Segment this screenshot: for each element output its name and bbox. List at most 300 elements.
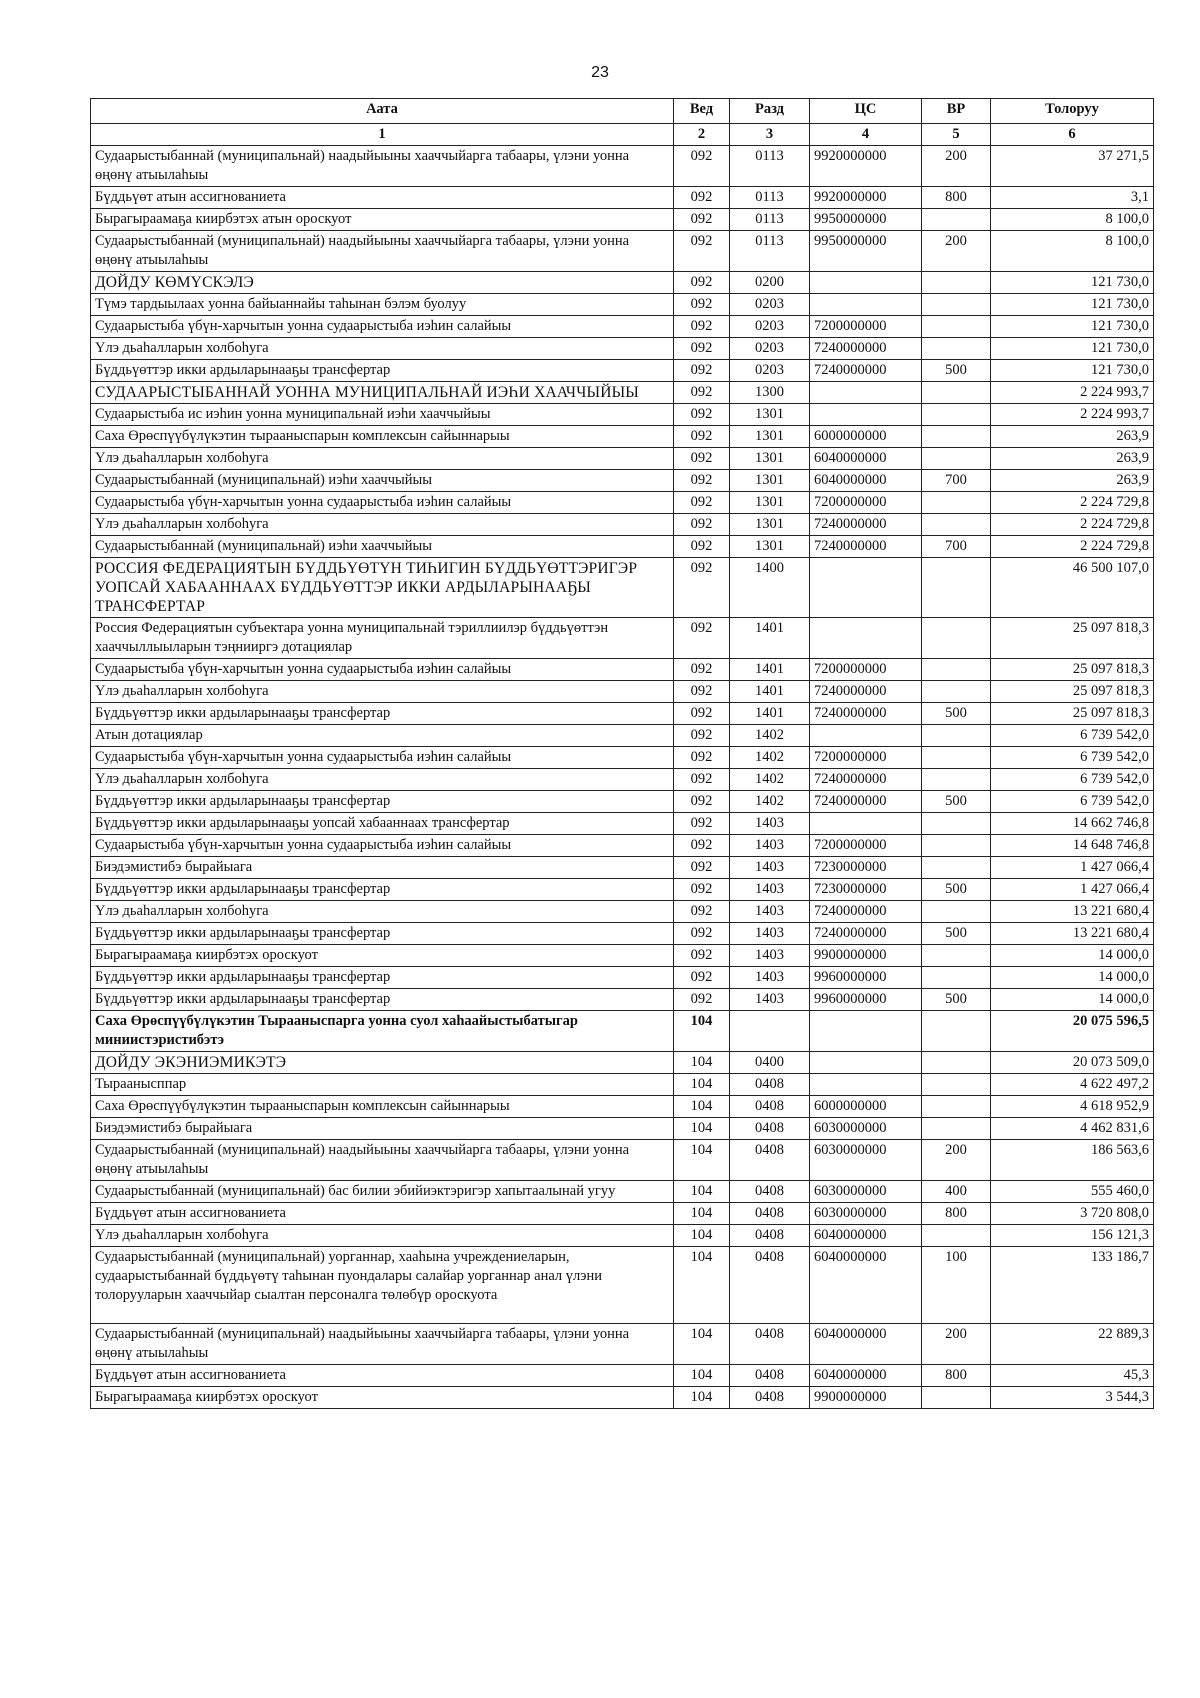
table-row	[91, 989, 1154, 1011]
row-cs: 6030000000	[810, 1140, 922, 1181]
header-sum: Толоруу	[991, 99, 1154, 124]
header-row	[91, 99, 1154, 124]
row-vr	[922, 404, 991, 426]
row-vr: 200	[922, 231, 991, 272]
table-row	[91, 879, 1154, 901]
row-name: Бырагыраамаҕа киирбэтэх ороскуот	[91, 1387, 674, 1409]
row-ved: 092	[674, 857, 730, 879]
row-name: Бырагыраамаҕа киирбэтэх ороскуот	[91, 945, 674, 967]
row-sum: 133 186,7	[991, 1247, 1154, 1324]
row-name: Судаарыстыба ис иэһин уонна муниципальнай иэһи хааччыйыы	[91, 404, 674, 426]
row-sum: 20 073 509,0	[991, 1052, 1154, 1074]
row-cs	[810, 404, 922, 426]
row-sum: 555 460,0	[991, 1181, 1154, 1203]
row-vr: 800	[922, 187, 991, 209]
table-row	[91, 1203, 1154, 1225]
table-row	[91, 1225, 1154, 1247]
row-ved: 092	[674, 382, 730, 404]
table-row	[91, 769, 1154, 791]
row-sum: 25 097 818,3	[991, 618, 1154, 659]
row-sum: 14 000,0	[991, 967, 1154, 989]
row-ved: 092	[674, 681, 730, 703]
row-razd: 1403	[730, 835, 810, 857]
row-sum: 6 739 542,0	[991, 747, 1154, 769]
row-ved: 092	[674, 187, 730, 209]
row-vr	[922, 747, 991, 769]
table-row	[91, 492, 1154, 514]
row-vr	[922, 813, 991, 835]
row-vr: 500	[922, 923, 991, 945]
row-vr	[922, 514, 991, 536]
table-row	[91, 470, 1154, 492]
row-razd: 1301	[730, 470, 810, 492]
row-vr	[922, 338, 991, 360]
row-sum: 263,9	[991, 470, 1154, 492]
table-row	[91, 857, 1154, 879]
table-row	[91, 1052, 1154, 1074]
row-cs: 7200000000	[810, 316, 922, 338]
column-number: 6	[991, 124, 1154, 146]
row-razd: 1301	[730, 448, 810, 470]
row-razd: 0408	[730, 1387, 810, 1409]
row-name: Бүддьүөттэр икки ардыларынааҕы трансфертар	[91, 791, 674, 813]
row-cs: 6030000000	[810, 1118, 922, 1140]
row-name: Россия Федерациятын субъектара уонна муниципальнай тэриллиилэр бүддьүөттэн хааччыллыыларын тэңнииргэ дотациялар	[91, 618, 674, 659]
row-sum: 186 563,6	[991, 1140, 1154, 1181]
row-ved: 092	[674, 879, 730, 901]
row-vr	[922, 857, 991, 879]
row-cs: 7240000000	[810, 681, 922, 703]
row-sum: 6 739 542,0	[991, 725, 1154, 747]
row-ved: 104	[674, 1181, 730, 1203]
row-ved: 092	[674, 791, 730, 813]
row-sum: 3,1	[991, 187, 1154, 209]
row-vr	[922, 725, 991, 747]
column-number: 2	[674, 124, 730, 146]
table-row	[91, 514, 1154, 536]
row-name: Судаарыстыба үбүн-харчытын уонна судаарыстыба иэһин салайыы	[91, 659, 674, 681]
row-cs: 6030000000	[810, 1203, 922, 1225]
row-ved: 092	[674, 146, 730, 187]
row-name: Судаарыстыбаннай (муниципальнай) наадыйыыны хааччыйарга табаары, үлэни уонна өңөнү атыылаһыы	[91, 1140, 674, 1181]
row-ved: 092	[674, 747, 730, 769]
row-cs: 7240000000	[810, 360, 922, 382]
row-vr: 400	[922, 1181, 991, 1203]
row-name: Түмэ тардыылаах уонна байыаннайы таһынан бэлэм буолуу	[91, 294, 674, 316]
row-ved: 104	[674, 1324, 730, 1365]
table-row	[91, 923, 1154, 945]
row-sum: 121 730,0	[991, 338, 1154, 360]
table-row	[91, 316, 1154, 338]
row-vr	[922, 835, 991, 857]
row-razd: 0203	[730, 338, 810, 360]
row-sum: 46 500 107,0	[991, 558, 1154, 618]
header-vr: ВР	[922, 99, 991, 124]
table-row	[91, 659, 1154, 681]
row-ved: 092	[674, 769, 730, 791]
row-ved: 104	[674, 1074, 730, 1096]
row-razd: 0113	[730, 187, 810, 209]
row-name: Судаарыстыба үбүн-харчытын уонна судаарыстыба иэһин салайыы	[91, 835, 674, 857]
row-razd: 1403	[730, 923, 810, 945]
row-sum: 13 221 680,4	[991, 923, 1154, 945]
row-name: Судаарыстыбаннай (муниципальнай) иэһи хааччыйыы	[91, 536, 674, 558]
row-name: Саха Өрөспүүбүлүкэтин тырааныспарын комплексын сайыннарыы	[91, 426, 674, 448]
row-name: Тыраанысппар	[91, 1074, 674, 1096]
table-body	[91, 146, 1154, 1409]
table-row	[91, 1181, 1154, 1203]
table-row	[91, 426, 1154, 448]
table-row	[91, 1247, 1154, 1324]
row-cs	[810, 294, 922, 316]
header-cs: ЦС	[810, 99, 922, 124]
row-cs: 7240000000	[810, 703, 922, 725]
row-ved: 092	[674, 448, 730, 470]
row-razd: 1402	[730, 725, 810, 747]
row-ved: 092	[674, 514, 730, 536]
row-name: ДОЙДУ ЭКЭНИЭМИКЭТЭ	[91, 1052, 674, 1074]
column-number: 3	[730, 124, 810, 146]
row-sum: 14 648 746,8	[991, 835, 1154, 857]
row-cs: 9920000000	[810, 187, 922, 209]
row-ved: 092	[674, 901, 730, 923]
row-razd: 0408	[730, 1324, 810, 1365]
row-sum: 4 462 831,6	[991, 1118, 1154, 1140]
row-sum: 2 224 729,8	[991, 514, 1154, 536]
row-cs: 7240000000	[810, 901, 922, 923]
row-sum: 4 622 497,2	[991, 1074, 1154, 1096]
row-name: Биэдэмистибэ бырайыага	[91, 857, 674, 879]
row-cs: 9960000000	[810, 989, 922, 1011]
row-razd: 0203	[730, 294, 810, 316]
table-row	[91, 187, 1154, 209]
row-vr: 200	[922, 1140, 991, 1181]
row-razd: 0408	[730, 1203, 810, 1225]
row-cs: 6040000000	[810, 470, 922, 492]
table-row	[91, 1387, 1154, 1409]
table-row	[91, 967, 1154, 989]
table-row	[91, 681, 1154, 703]
row-ved: 092	[674, 536, 730, 558]
row-name: Судаарыстыбаннай (муниципальнай) наадыйыыны хааччыйарга табаары, үлэни уонна өңөнү атыылаһыы	[91, 231, 674, 272]
row-name: СУДААРЫСТЫБАННАЙ УОННА МУНИЦИПАЛЬНАЙ ИЭҺИ ХААЧЧЫЙЫЫ	[91, 382, 674, 404]
row-sum: 121 730,0	[991, 316, 1154, 338]
row-razd: 1401	[730, 618, 810, 659]
row-vr	[922, 967, 991, 989]
table-row	[91, 272, 1154, 294]
row-cs	[810, 1074, 922, 1096]
row-vr	[922, 1096, 991, 1118]
row-cs	[810, 382, 922, 404]
row-cs: 7240000000	[810, 791, 922, 813]
row-name: Судаарыстыбаннай (муниципальнай) бас билии эбийиэктэригэр хапытаалынай угуу	[91, 1181, 674, 1203]
row-cs: 7230000000	[810, 879, 922, 901]
row-sum: 8 100,0	[991, 231, 1154, 272]
row-cs: 7240000000	[810, 536, 922, 558]
row-ved: 092	[674, 835, 730, 857]
row-vr	[922, 492, 991, 514]
row-sum: 263,9	[991, 426, 1154, 448]
row-sum: 4 618 952,9	[991, 1096, 1154, 1118]
row-sum: 14 000,0	[991, 989, 1154, 1011]
row-vr: 700	[922, 470, 991, 492]
table-row	[91, 360, 1154, 382]
column-number: 4	[810, 124, 922, 146]
row-vr	[922, 901, 991, 923]
row-vr	[922, 1074, 991, 1096]
table-row	[91, 404, 1154, 426]
row-ved: 092	[674, 558, 730, 618]
row-name: Саха Өрөспүүбүлүкэтин Тырааныспарга уонна суол хаһаайыстыбатыгар миниистэристибэтэ	[91, 1011, 674, 1052]
row-name: ДОЙДУ КӨМҮСКЭЛЭ	[91, 272, 674, 294]
row-sum: 37 271,5	[991, 146, 1154, 187]
table-row	[91, 1140, 1154, 1181]
table-row	[91, 945, 1154, 967]
row-ved: 104	[674, 1203, 730, 1225]
row-cs	[810, 1052, 922, 1074]
row-cs: 9900000000	[810, 1387, 922, 1409]
row-vr	[922, 769, 991, 791]
row-name: Судаарыстыба үбүн-харчытын уонна судаарыстыба иэһин салайыы	[91, 316, 674, 338]
row-name: Бүддьүөттэр икки ардыларынааҕы трансфертар	[91, 879, 674, 901]
table-row	[91, 901, 1154, 923]
row-name: Судаарыстыбаннай (муниципальнай) наадыйыыны хааччыйарга табаары, үлэни уонна өңөнү атыылаһыы	[91, 1324, 674, 1365]
table-row	[91, 703, 1154, 725]
row-cs: 6000000000	[810, 426, 922, 448]
row-name: Үлэ дьаһалларын холбоһуга	[91, 514, 674, 536]
column-number-row	[91, 124, 1154, 146]
row-vr	[922, 209, 991, 231]
row-razd: 1403	[730, 901, 810, 923]
row-razd: 1401	[730, 681, 810, 703]
row-name: Үлэ дьаһалларын холбоһуга	[91, 338, 674, 360]
row-razd: 1300	[730, 382, 810, 404]
row-name: Бүддьүөттэр икки ардыларынааҕы трансфертар	[91, 360, 674, 382]
row-ved: 092	[674, 426, 730, 448]
row-sum: 3 720 808,0	[991, 1203, 1154, 1225]
table-row	[91, 725, 1154, 747]
row-vr	[922, 659, 991, 681]
row-name: Судаарыстыба үбүн-харчытын уонна судаарыстыба иэһин салайыы	[91, 492, 674, 514]
row-vr: 700	[922, 536, 991, 558]
row-sum: 2 224 993,7	[991, 404, 1154, 426]
row-cs: 9950000000	[810, 209, 922, 231]
row-cs: 6040000000	[810, 1365, 922, 1387]
table-row	[91, 382, 1154, 404]
row-cs	[810, 558, 922, 618]
row-razd: 1301	[730, 426, 810, 448]
row-ved: 092	[674, 703, 730, 725]
row-razd: 1401	[730, 703, 810, 725]
row-ved: 092	[674, 470, 730, 492]
row-razd: 1403	[730, 967, 810, 989]
column-number: 1	[91, 124, 674, 146]
row-ved: 092	[674, 209, 730, 231]
row-razd: 0113	[730, 146, 810, 187]
row-vr	[922, 382, 991, 404]
table-row	[91, 231, 1154, 272]
row-ved: 092	[674, 294, 730, 316]
row-sum: 121 730,0	[991, 294, 1154, 316]
row-ved: 092	[674, 360, 730, 382]
row-razd: 1401	[730, 659, 810, 681]
row-sum: 22 889,3	[991, 1324, 1154, 1365]
row-razd	[730, 1011, 810, 1052]
row-name: Үлэ дьаһалларын холбоһуга	[91, 681, 674, 703]
row-vr	[922, 618, 991, 659]
row-vr: 500	[922, 879, 991, 901]
row-razd: 0400	[730, 1052, 810, 1074]
row-vr: 500	[922, 989, 991, 1011]
row-razd: 0408	[730, 1096, 810, 1118]
header-razd: Разд	[730, 99, 810, 124]
row-name: Биэдэмистибэ бырайыага	[91, 1118, 674, 1140]
row-cs: 9950000000	[810, 231, 922, 272]
row-ved: 104	[674, 1096, 730, 1118]
row-name: Бүддьүөт атын ассигнованиета	[91, 1365, 674, 1387]
row-name: Бүддьүөт атын ассигнованиета	[91, 1203, 674, 1225]
row-ved: 092	[674, 725, 730, 747]
row-vr	[922, 558, 991, 618]
table-row	[91, 209, 1154, 231]
row-vr: 500	[922, 360, 991, 382]
row-cs: 6000000000	[810, 1096, 922, 1118]
row-ved: 104	[674, 1365, 730, 1387]
row-razd: 1402	[730, 791, 810, 813]
row-razd: 1403	[730, 989, 810, 1011]
table-row	[91, 448, 1154, 470]
row-name: Бүддьүөттэр икки ардыларынааҕы уопсай хабааннаах трансфертар	[91, 813, 674, 835]
row-cs: 7200000000	[810, 835, 922, 857]
row-cs: 7200000000	[810, 659, 922, 681]
row-vr: 200	[922, 146, 991, 187]
row-razd: 0408	[730, 1181, 810, 1203]
row-ved: 092	[674, 272, 730, 294]
row-cs	[810, 813, 922, 835]
row-ved: 092	[674, 989, 730, 1011]
table-row	[91, 1324, 1154, 1365]
row-cs: 6040000000	[810, 1324, 922, 1365]
row-cs: 7200000000	[810, 492, 922, 514]
row-ved: 104	[674, 1387, 730, 1409]
table-row	[91, 791, 1154, 813]
row-name: РОССИЯ ФЕДЕРАЦИЯТЫН БҮДДЬҮӨТҮН ТИҺИГИН БҮДДЬҮӨТТЭРИГЭР УОПСАЙ ХАБААННААХ БҮДДЬҮӨТТЭР ИККИ АРДЫЛАРЫНААҔЫ ТРАНСФЕРТАР	[91, 558, 674, 618]
row-name: Судаарыстыбаннай (муниципальнай) уорганнар, хааһына учреждениеларын, судаарыстыбаннай бүддьүөтү таһынан пуондалары салайар уорганнар анал үлэни толорууларын хааччыйар сыалтан персоналга төлөбүр ороскуота	[91, 1247, 674, 1324]
row-razd: 1403	[730, 879, 810, 901]
row-vr	[922, 1118, 991, 1140]
row-sum: 25 097 818,3	[991, 703, 1154, 725]
row-sum: 13 221 680,4	[991, 901, 1154, 923]
row-ved: 092	[674, 945, 730, 967]
table-row	[91, 835, 1154, 857]
row-name: Судаарыстыба үбүн-харчытын уонна судаарыстыба иэһин салайыы	[91, 747, 674, 769]
row-razd: 0408	[730, 1247, 810, 1324]
row-sum: 263,9	[991, 448, 1154, 470]
row-cs	[810, 272, 922, 294]
row-sum: 2 224 729,8	[991, 492, 1154, 514]
row-ved: 092	[674, 659, 730, 681]
row-cs: 7230000000	[810, 857, 922, 879]
row-vr	[922, 426, 991, 448]
row-ved: 104	[674, 1225, 730, 1247]
table-row	[91, 1074, 1154, 1096]
row-sum: 20 075 596,5	[991, 1011, 1154, 1052]
row-razd: 0408	[730, 1365, 810, 1387]
row-sum: 2 224 729,8	[991, 536, 1154, 558]
row-name: Бүддьүөттэр икки ардыларынааҕы трансфертар	[91, 923, 674, 945]
row-name: Бүддьүөттэр икки ардыларынааҕы трансфертар	[91, 989, 674, 1011]
row-vr	[922, 294, 991, 316]
row-vr	[922, 945, 991, 967]
row-vr	[922, 1052, 991, 1074]
row-name: Бүддьүөт атын ассигнованиета	[91, 187, 674, 209]
column-number: 5	[922, 124, 991, 146]
row-sum: 3 544,3	[991, 1387, 1154, 1409]
row-razd: 1403	[730, 813, 810, 835]
table-row	[91, 1096, 1154, 1118]
row-vr: 800	[922, 1203, 991, 1225]
row-ved: 104	[674, 1118, 730, 1140]
table-row	[91, 146, 1154, 187]
table-row	[91, 813, 1154, 835]
row-vr	[922, 1387, 991, 1409]
row-razd: 1402	[730, 747, 810, 769]
table-row	[91, 618, 1154, 659]
row-ved: 104	[674, 1140, 730, 1181]
row-sum: 121 730,0	[991, 272, 1154, 294]
table-row	[91, 338, 1154, 360]
row-cs: 9920000000	[810, 146, 922, 187]
row-cs: 9960000000	[810, 967, 922, 989]
row-ved: 092	[674, 923, 730, 945]
row-name: Үлэ дьаһалларын холбоһуга	[91, 448, 674, 470]
table-row	[91, 558, 1154, 618]
row-cs: 7240000000	[810, 769, 922, 791]
row-sum: 6 739 542,0	[991, 769, 1154, 791]
row-razd: 0408	[730, 1074, 810, 1096]
row-razd: 0113	[730, 231, 810, 272]
row-ved: 092	[674, 492, 730, 514]
row-cs: 6040000000	[810, 1225, 922, 1247]
row-sum: 121 730,0	[991, 360, 1154, 382]
row-sum: 8 100,0	[991, 209, 1154, 231]
row-razd: 0113	[730, 209, 810, 231]
table-row	[91, 1365, 1154, 1387]
row-name: Бүддьүөттэр икки ардыларынааҕы трансфертар	[91, 967, 674, 989]
table-row	[91, 294, 1154, 316]
row-vr: 100	[922, 1247, 991, 1324]
page-number: 23	[591, 64, 609, 81]
header-ved: Вед	[674, 99, 730, 124]
row-cs	[810, 725, 922, 747]
row-razd: 1301	[730, 536, 810, 558]
row-razd: 0200	[730, 272, 810, 294]
row-ved: 092	[674, 231, 730, 272]
row-razd: 1403	[730, 945, 810, 967]
row-cs: 7200000000	[810, 747, 922, 769]
row-name: Бырагыраамаҕа киирбэтэх атын ороскуот	[91, 209, 674, 231]
row-sum: 156 121,3	[991, 1225, 1154, 1247]
row-sum: 1 427 066,4	[991, 879, 1154, 901]
row-ved: 104	[674, 1052, 730, 1074]
row-razd: 0408	[730, 1140, 810, 1181]
row-razd: 0203	[730, 360, 810, 382]
row-name: Үлэ дьаһалларын холбоһуга	[91, 1225, 674, 1247]
row-sum: 1 427 066,4	[991, 857, 1154, 879]
row-razd: 1301	[730, 514, 810, 536]
row-vr: 800	[922, 1365, 991, 1387]
row-cs: 9900000000	[810, 945, 922, 967]
